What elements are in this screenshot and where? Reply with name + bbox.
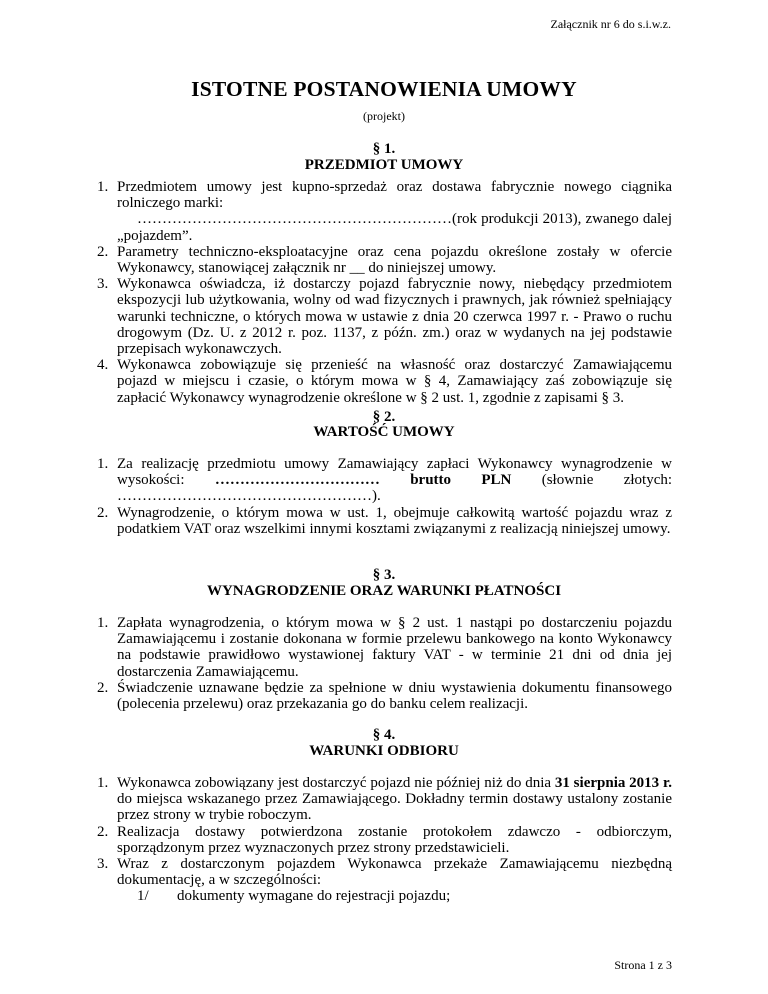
list-item: 3. Wykonawca oświadcza, iż dostarczy pojazd fabrycznie nowy, niebędący przedmiotem ekspozycji lub użytkowania, wolny od wad fizycznych i prawnych, jak również spełniający warunki techniczne, o których mowa w ustawie z dnia 20 czerwca 1997 r. - Prawo o ruchu drogowym (Dz. U. z 2012 r. poz. 1137, z późn. zm.) oraz w wydanych na jej podstawie przepisach wykonawczych. — [97, 276, 672, 358]
list-item: 1. Za realizację przedmiotu umowy Zamawiający zapłaci Wykonawcy wynagrodzenie w wysokości: …………………………… brutto PLN (słownie złotych: ……………………………………………). — [97, 456, 673, 505]
section-1-list — [97, 179, 672, 406]
section-3-number: § 3. — [372, 567, 396, 583]
list-item: 2. Świadczenie uznawane będzie za spełnione w dniu wystawienia dokumentu finansowego (polecenia przelewu) oraz przekazania go do banku celem realizacji. — [97, 679, 672, 713]
section-1-number: § 1. — [372, 141, 396, 157]
list-item: 2. Parametry techniczno-eksploatacyjne oraz cena pojazdu określone zostały w ofercie Wykonawcy, stanowiącej załącznik nr __ do niniejszej umowy. — [97, 243, 672, 277]
list-item: 1. Zapłata wynagrodzenia, o którym mowa w § 2 ust. 1 nastąpi po dostarczeniu pojazdu Zamawiającemu i zostanie dokonana w formie przelewu bankowego na konto Wykonawcy na podstawie prawidłowo wystawionej faktury VAT - w terminie 21 dni od dnia jej dostarczenia Zamawiającemu. — [97, 615, 672, 680]
section-3-list — [97, 615, 672, 712]
list-item: 1. Wykonawca zobowiązany jest dostarczyć pojazd nie później niż do dnia 31 sierpnia 2013 r. do miejsca wskazanego przez Zamawiającego. Dokładny termin dostawy ustalony zostanie przez strony w trybie roboczym. — [97, 775, 673, 824]
page-number: Strona 1 z 3 — [614, 958, 672, 972]
section-4-heading: WARUNKI ODBIORU — [309, 743, 459, 759]
document-subtitle: (projekt) — [363, 109, 405, 123]
list-item: 1. Przedmiotem umowy jest kupno-sprzedaż oraz dostawa fabrycznie nowego ciągnika rolniczego marki: ………………………………………………………(rok produkcji 2013), zwanego dalej „pojazdem”. — [97, 179, 672, 244]
attachment-label: Załącznik nr 6 do s.i.w.z. — [550, 17, 671, 31]
section-4-list — [97, 775, 672, 905]
section-1-heading: PRZEDMIOT UMOWY — [304, 157, 464, 173]
section-2-number: § 2. — [372, 409, 396, 425]
section-3-heading: WYNAGRODZENIE ORAZ WARUNKI PŁATNOŚCI — [206, 583, 562, 599]
list-item: 4. Wykonawca zobowiązuje się przenieść na własność oraz dostarczyć Zamawiającemu pojazd w miejscu i czasie, o którym mowa w § 4, Zamawiający zaś zobowiązuje się zapłacić Wykonawcy wynagrodzenie określone w § 2 ust. 1, zgodnie z zapisami § 3. — [97, 357, 672, 406]
list-item: 3. Wraz z dostarczonym pojazdem Wykonawca przekaże Zamawiającemu niezbędną dokumentację, a w szczególności: 1/ dokumenty wymagane do rejestracji pojazdu; — [97, 856, 672, 905]
document-title: ISTOTNE POSTANOWIENIA UMOWY — [191, 77, 577, 101]
section-4-number: § 4. — [372, 727, 396, 743]
section-2-heading: WARTOŚĆ UMOWY — [313, 424, 455, 440]
list-item: 2. Realizacja dostawy potwierdzona zostanie protokołem zdawczo - odbiorczym, sporządzonym przez wyznaczonych przez strony przedstawicieli. — [97, 823, 672, 856]
sub-list-item: 1/ dokumenty wymagane do rejestracji pojazdu; — [137, 888, 451, 905]
list-item: 2. Wynagrodzenie, o którym mowa w ust. 1, obejmuje całkowitą wartość pojazdu wraz z podatkiem VAT oraz wszelkimi innymi kosztami związanymi z realizacją niniejszej umowy. — [97, 504, 672, 537]
section-2-list — [97, 456, 672, 537]
